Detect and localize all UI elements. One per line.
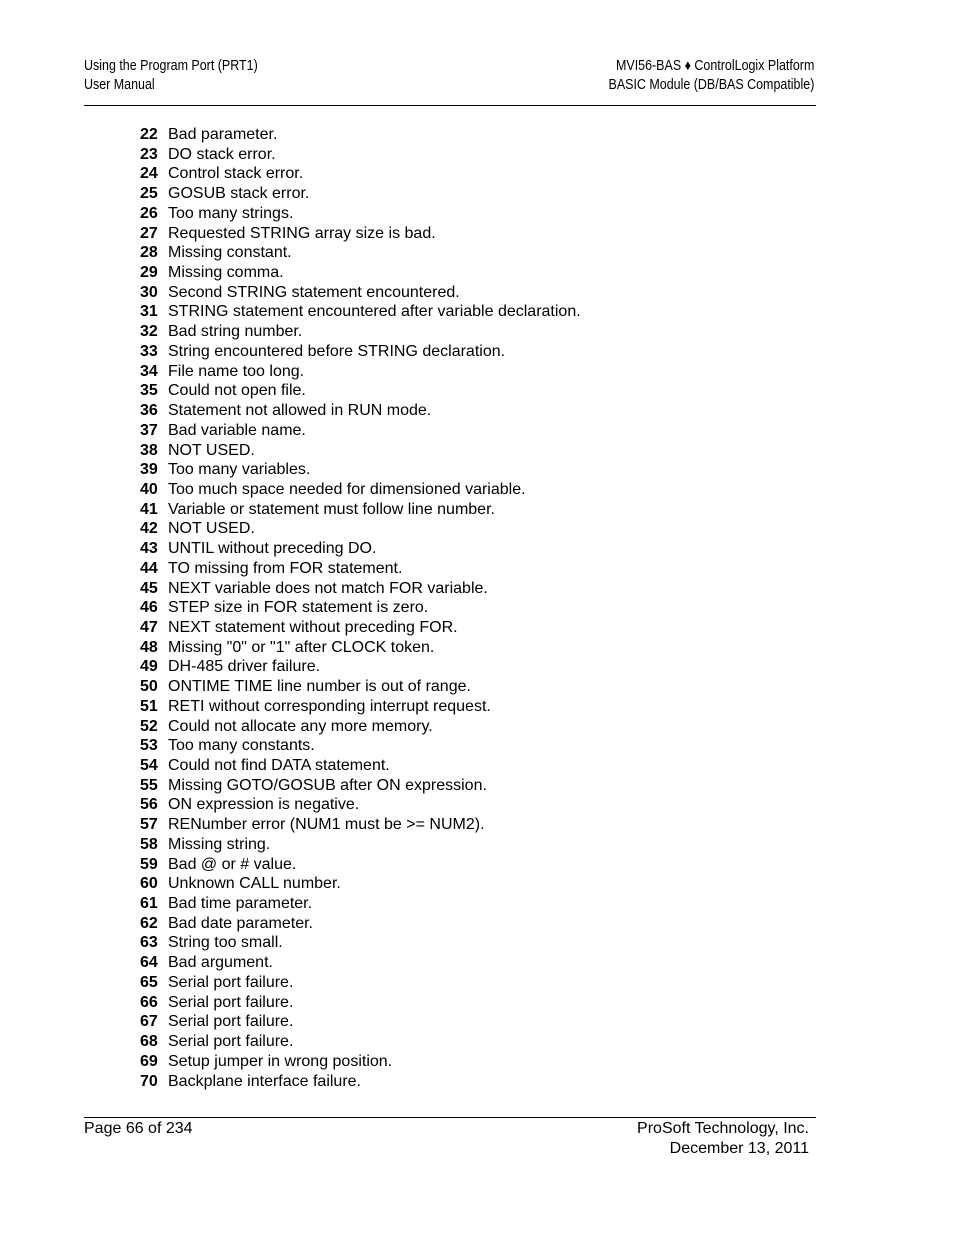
error-code-item	[140, 441, 581, 461]
error-code-item	[140, 756, 581, 776]
error-code-number: 54	[140, 757, 158, 774]
error-code-number: 50	[140, 678, 158, 696]
error-code-description: TO missing from FOR statement.	[168, 559, 403, 577]
error-code-item	[140, 164, 581, 184]
error-code-description: Bad date parameter.	[168, 914, 313, 932]
error-code-item	[140, 874, 581, 894]
error-code-item	[140, 1052, 581, 1072]
error-code-number: 24	[140, 165, 158, 183]
error-code-description: Requested STRING array size is bad.	[168, 224, 436, 242]
error-code-description: Could not find DATA statement.	[168, 757, 390, 774]
error-code-number: 56	[140, 796, 158, 814]
error-code-description: STRING statement encountered after variable declaration.	[168, 303, 581, 321]
error-code-number: 33	[140, 342, 158, 360]
error-code-item	[140, 302, 581, 322]
error-code-item	[140, 519, 581, 539]
error-code-item	[140, 815, 581, 835]
error-code-item	[140, 835, 581, 855]
error-code-description: RETI without corresponding interrupt request.	[168, 697, 491, 715]
publication-date: December 13, 2011	[669, 1139, 809, 1157]
error-code-description: Missing "0" or "1" after CLOCK token.	[168, 638, 435, 656]
error-code-item	[140, 322, 581, 342]
error-code-item	[140, 717, 581, 737]
header-module-name: BASIC Module (DB/BAS Compatible)	[608, 77, 814, 93]
error-code-number: 37	[140, 421, 158, 439]
error-code-item	[140, 953, 581, 973]
error-code-description: String too small.	[168, 934, 283, 952]
error-code-item	[140, 657, 581, 677]
error-code-description: Too many strings.	[168, 204, 294, 222]
error-code-description: Missing comma.	[168, 264, 284, 282]
error-code-item	[140, 421, 581, 441]
error-code-item	[140, 263, 581, 283]
header-divider	[84, 105, 816, 106]
error-code-item	[140, 125, 581, 145]
error-code-item	[140, 539, 581, 559]
error-code-item	[140, 460, 581, 480]
error-code-description: Too many variables.	[168, 461, 311, 479]
error-code-description: Bad string number.	[168, 323, 303, 341]
error-code-item	[140, 736, 581, 756]
error-code-description: Bad time parameter.	[168, 895, 313, 913]
error-code-description: Bad argument.	[168, 954, 273, 972]
error-code-description: Variable or statement must follow line number.	[168, 500, 495, 518]
error-code-number: 36	[140, 402, 158, 420]
error-code-item	[140, 894, 581, 914]
error-code-item	[140, 283, 581, 303]
header-left	[84, 57, 258, 95]
error-code-number: 28	[140, 244, 158, 262]
error-code-item	[140, 342, 581, 362]
error-code-item	[140, 795, 581, 815]
error-code-description: NEXT variable does not match FOR variable.	[168, 579, 488, 597]
error-code-item	[140, 1072, 581, 1092]
error-code-description: Bad @ or # value.	[168, 855, 297, 873]
error-code-description: Serial port failure.	[168, 1033, 294, 1051]
page-header	[84, 57, 814, 97]
error-code-description: NEXT statement without preceding FOR.	[168, 618, 458, 636]
error-code-description: RENumber error (NUM1 must be >= NUM2).	[168, 816, 485, 834]
error-code-number: 29	[140, 264, 158, 282]
error-code-description: ON expression is negative.	[168, 796, 360, 814]
error-code-number: 25	[140, 185, 158, 203]
error-code-item	[140, 618, 581, 638]
error-code-number: 63	[140, 934, 158, 952]
error-code-item	[140, 697, 581, 717]
header-product-platform: MVI56-BAS ♦ ControlLogix Platform	[615, 58, 814, 74]
error-code-item	[140, 401, 581, 421]
error-code-description: Too many constants.	[168, 737, 315, 755]
error-code-description: Control stack error.	[168, 165, 304, 183]
error-code-number: 47	[140, 618, 158, 636]
error-code-description: String encountered before STRING declaration.	[168, 342, 506, 360]
error-code-item	[140, 381, 581, 401]
error-code-number: 43	[140, 540, 158, 558]
error-code-list	[140, 125, 581, 1091]
error-code-item	[140, 204, 581, 224]
error-code-number: 67	[140, 1013, 158, 1031]
error-code-number: 60	[140, 875, 158, 893]
error-code-description: Missing constant.	[168, 244, 292, 262]
error-code-number: 38	[140, 441, 158, 459]
footer-right	[637, 1119, 809, 1158]
error-code-number: 32	[140, 323, 158, 341]
error-code-item	[140, 362, 581, 382]
error-code-number: 39	[140, 461, 158, 479]
error-code-number: 65	[140, 973, 158, 991]
error-code-item	[140, 480, 581, 500]
error-code-description: Could not allocate any more memory.	[168, 717, 433, 735]
header-right	[608, 57, 814, 95]
error-code-number: 58	[140, 835, 158, 853]
error-code-number: 69	[140, 1052, 158, 1070]
error-code-number: 62	[140, 914, 158, 932]
error-code-number: 27	[140, 224, 158, 242]
error-code-number: 51	[140, 697, 158, 715]
error-code-item	[140, 973, 581, 993]
error-code-description: Serial port failure.	[168, 973, 294, 991]
footer-divider	[84, 1117, 816, 1118]
error-code-description: Missing GOTO/GOSUB after ON expression.	[168, 776, 487, 794]
error-code-description: Serial port failure.	[168, 1013, 294, 1031]
error-code-item	[140, 598, 581, 618]
error-code-description: Too much space needed for dimensioned variable.	[168, 480, 526, 498]
error-code-number: 44	[140, 559, 158, 577]
error-code-item	[140, 224, 581, 244]
error-code-number: 41	[140, 500, 158, 518]
error-code-description: File name too long.	[168, 362, 305, 380]
error-code-number: 70	[140, 1072, 158, 1090]
error-code-description: STEP size in FOR statement is zero.	[168, 599, 429, 617]
error-code-item	[140, 638, 581, 658]
error-code-description: NOT USED.	[168, 441, 255, 459]
error-code-description: GOSUB stack error.	[168, 185, 310, 203]
error-code-number: 66	[140, 993, 158, 1011]
error-code-description: NOT USED.	[168, 520, 255, 538]
error-code-description: DH-485 driver failure.	[168, 658, 321, 676]
error-code-description: ONTIME TIME line number is out of range.	[168, 678, 471, 696]
error-code-number: 46	[140, 599, 158, 617]
error-code-item	[140, 1032, 581, 1052]
error-code-item	[140, 559, 581, 579]
error-code-item	[140, 145, 581, 165]
error-code-item	[140, 993, 581, 1013]
error-code-item	[140, 914, 581, 934]
page-number: Page 66 of 234	[84, 1120, 193, 1137]
error-code-item	[140, 184, 581, 204]
error-code-description: Backplane interface failure.	[168, 1072, 361, 1090]
header-document-type: User Manual	[84, 77, 155, 93]
error-code-number: 57	[140, 816, 158, 834]
error-code-number: 64	[140, 954, 158, 972]
error-code-number: 35	[140, 382, 158, 400]
error-code-item	[140, 579, 581, 599]
error-code-number: 49	[140, 658, 158, 676]
error-code-item	[140, 243, 581, 263]
company-name: ProSoft Technology, Inc.	[637, 1120, 809, 1137]
error-code-number: 52	[140, 717, 158, 735]
error-code-description: Could not open file.	[168, 382, 306, 400]
error-code-description: Bad parameter.	[168, 126, 278, 143]
error-code-description: Setup jumper in wrong position.	[168, 1052, 393, 1070]
error-code-number: 23	[140, 145, 158, 163]
error-code-item	[140, 855, 581, 875]
error-code-description: Second STRING statement encountered.	[168, 283, 460, 301]
error-code-number: 30	[140, 283, 158, 301]
error-code-item	[140, 776, 581, 796]
error-code-description: Missing string.	[168, 835, 271, 853]
error-code-description: UNTIL without preceding DO.	[168, 540, 377, 558]
error-code-item	[140, 677, 581, 697]
error-code-description: Bad variable name.	[168, 421, 306, 439]
error-code-number: 22	[140, 126, 158, 143]
error-code-number: 45	[140, 579, 158, 597]
error-code-item	[140, 1012, 581, 1032]
error-code-number: 68	[140, 1033, 158, 1051]
error-code-number: 31	[140, 303, 158, 321]
error-code-item	[140, 500, 581, 520]
error-code-number: 55	[140, 776, 158, 794]
error-code-number: 34	[140, 362, 158, 380]
error-code-item	[140, 933, 581, 953]
error-code-description: Statement not allowed in RUN mode.	[168, 402, 432, 420]
error-code-number: 53	[140, 737, 158, 755]
error-code-number: 42	[140, 520, 158, 538]
error-code-description: Serial port failure.	[168, 993, 294, 1011]
error-code-number: 26	[140, 204, 158, 222]
error-code-description: DO stack error.	[168, 145, 276, 163]
error-code-description: Unknown CALL number.	[168, 875, 341, 893]
header-section-title: Using the Program Port (PRT1)	[84, 58, 258, 74]
error-code-number: 59	[140, 855, 158, 873]
error-code-number: 48	[140, 638, 158, 656]
error-code-number: 61	[140, 895, 158, 913]
error-code-number: 40	[140, 480, 158, 498]
